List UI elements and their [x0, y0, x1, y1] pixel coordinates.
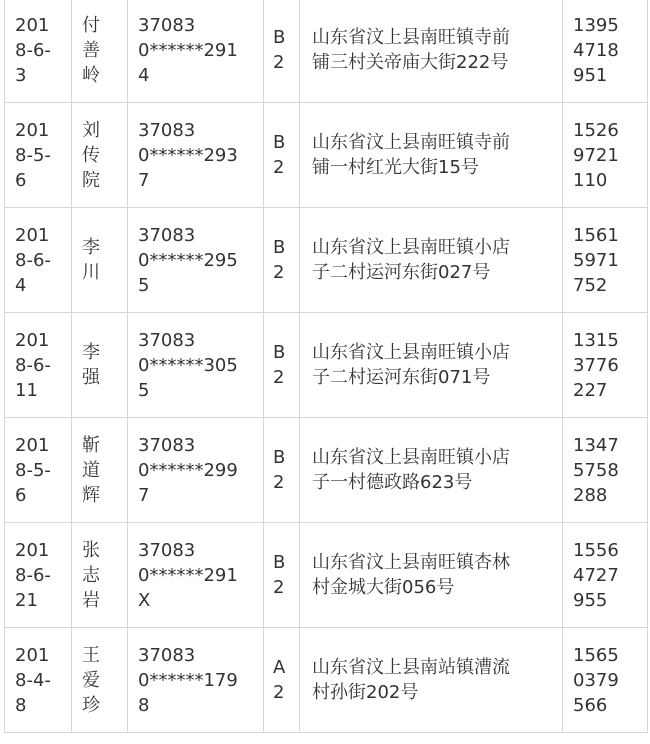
license-class-cell: B 2 — [264, 103, 300, 208]
name-cell: 王 爱 珍 — [72, 628, 128, 733]
license-class-cell: B 2 — [264, 418, 300, 523]
name-cell: 张 志 岩 — [72, 523, 128, 628]
address-cell: 山东省汶上县南旺镇杏林 村金城大街056号 — [300, 523, 563, 628]
date-cell: 201 8-6- 3 — [5, 0, 72, 103]
id-number-cell: 37083 0******179 8 — [128, 628, 264, 733]
license-class-cell: B 2 — [264, 523, 300, 628]
address-cell: 山东省汶上县南旺镇小店 子二村运河东街027号 — [300, 208, 563, 313]
id-number-cell: 37083 0******295 5 — [128, 208, 264, 313]
phone-cell: 1556 4727 955 — [563, 523, 648, 628]
table-row — [5, 628, 648, 733]
phone-cell: 1315 3776 227 — [563, 313, 648, 418]
date-cell: 201 8-5- 6 — [5, 418, 72, 523]
table-row — [5, 208, 648, 313]
license-class-cell: A 2 — [264, 628, 300, 733]
phone-cell: 1347 5758 288 — [563, 418, 648, 523]
address-cell: 山东省汶上县南站镇漕流 村孙街202号 — [300, 628, 563, 733]
name-cell: 靳 道 辉 — [72, 418, 128, 523]
data-table-container — [4, 0, 650, 733]
table-row — [5, 418, 648, 523]
name-cell: 李 川 — [72, 208, 128, 313]
license-class-cell: B 2 — [264, 313, 300, 418]
address-cell: 山东省汶上县南旺镇小店 子一村德政路623号 — [300, 418, 563, 523]
phone-cell: 1561 5971 752 — [563, 208, 648, 313]
license-class-cell: B 2 — [264, 0, 300, 103]
id-number-cell: 37083 0******291 4 — [128, 0, 264, 103]
phone-cell: 1526 9721 110 — [563, 103, 648, 208]
table-row — [5, 0, 648, 103]
table-row — [5, 313, 648, 418]
date-cell: 201 8-5- 6 — [5, 103, 72, 208]
date-cell: 201 8-6- 21 — [5, 523, 72, 628]
license-records-table — [4, 0, 648, 733]
id-number-cell: 37083 0******291 X — [128, 523, 264, 628]
address-cell: 山东省汶上县南旺镇寺前 铺一村红光大街15号 — [300, 103, 563, 208]
id-number-cell: 37083 0******299 7 — [128, 418, 264, 523]
name-cell: 付 善 岭 — [72, 0, 128, 103]
table-row — [5, 103, 648, 208]
phone-cell: 1565 0379 566 — [563, 628, 648, 733]
name-cell: 李 强 — [72, 313, 128, 418]
id-number-cell: 37083 0******305 5 — [128, 313, 264, 418]
date-cell: 201 8-6- 11 — [5, 313, 72, 418]
address-cell: 山东省汶上县南旺镇寺前 铺三村关帝庙大街222号 — [300, 0, 563, 103]
table-row — [5, 523, 648, 628]
address-cell: 山东省汶上县南旺镇小店 子二村运河东街071号 — [300, 313, 563, 418]
date-cell: 201 8-6- 4 — [5, 208, 72, 313]
id-number-cell: 37083 0******293 7 — [128, 103, 264, 208]
phone-cell: 1395 4718 951 — [563, 0, 648, 103]
date-cell: 201 8-4- 8 — [5, 628, 72, 733]
license-class-cell: B 2 — [264, 208, 300, 313]
name-cell: 刘 传 院 — [72, 103, 128, 208]
